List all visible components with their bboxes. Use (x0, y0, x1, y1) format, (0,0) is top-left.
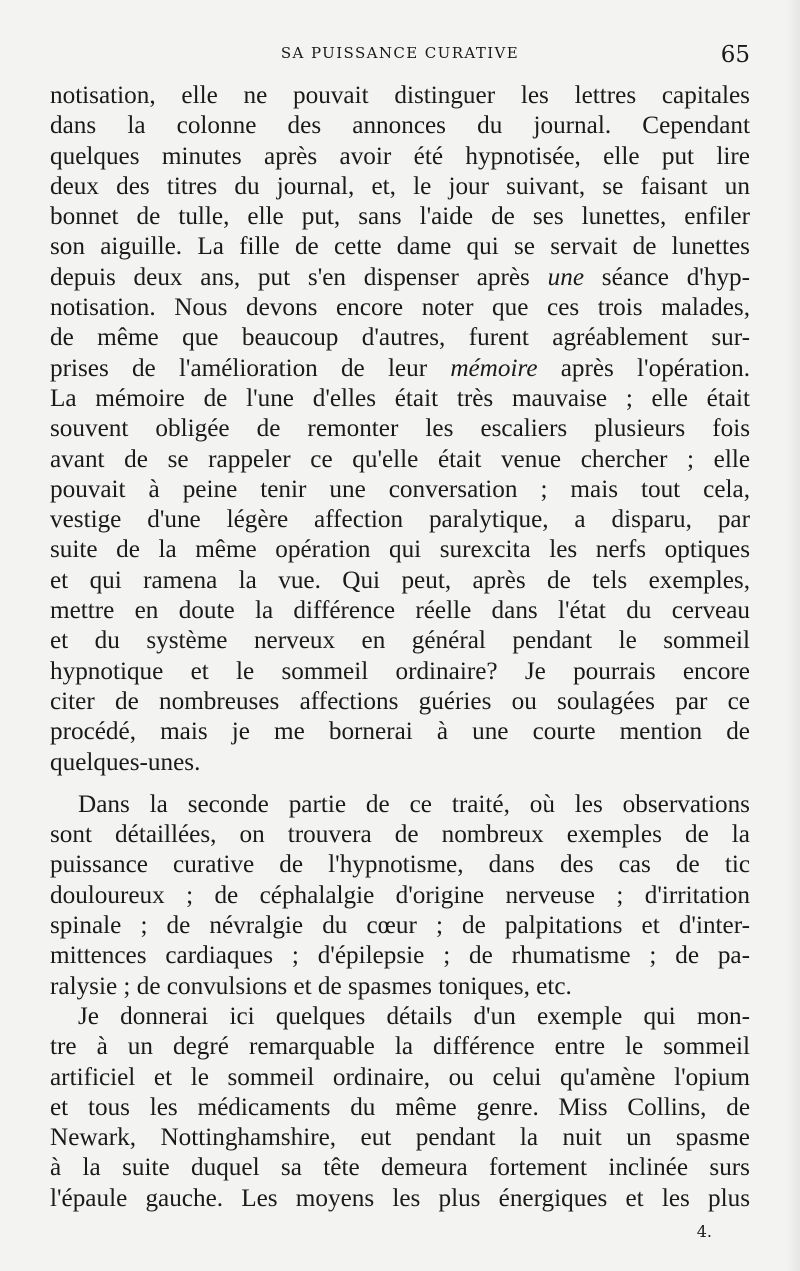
text-line: de même que beaucoup d'autres, furent agréablement sur- (50, 324, 750, 352)
body-text (50, 81, 750, 1214)
page-edge-shadow (786, 0, 800, 1271)
text-line: Dans la seconde partie de ce traité, où les observations (78, 790, 750, 818)
text-line: mettre en doute la différence réelle dans l'état du cerveau (50, 597, 750, 625)
text-line: spinale ; de névralgie du cœur ; de palpitations et d'inter- (50, 912, 750, 940)
text-line: puissance curative de l'hypnotisme, dans des cas de tic (50, 851, 750, 879)
text-line: hypnotique et le sommeil ordinaire? Je pourrais encore (50, 657, 750, 685)
text-line: dans la colonne des annonces du journal. Cependant (50, 112, 750, 140)
text-line: son aiguille. La fille de cette dame qui se servait de lunettes (50, 233, 750, 261)
text-line: procédé, mais je me bornerai à une courte mention de (50, 718, 750, 746)
text-line: Je donnerai ici quelques détails d'un exemple qui mon- (78, 1002, 750, 1030)
text-line: suite de la même opération qui surexcita les nerfs optiques (50, 536, 750, 564)
text-line: mittences cardiaques ; d'épilepsie ; de rhumatisme ; de pa- (50, 942, 750, 970)
text-line: pouvait à peine tenir une conversation ; mais tout cela, (50, 475, 750, 503)
running-title: SA PUISSANCE CURATIVE (280, 44, 520, 62)
paragraph-gap (50, 778, 750, 790)
text-line: l'épaule gauche. Les moyens les plus énergiques et les plus (50, 1184, 750, 1212)
text-line: et tous les médicaments du même genre. Miss Collins, de (50, 1093, 750, 1121)
text-line: quelques-unes. (50, 748, 201, 776)
text-segment: après l'opération. (537, 354, 751, 382)
text-line: avant de se rappeler ce qu'elle était venue chercher ; elle (50, 445, 750, 473)
italic-word: une (547, 263, 585, 291)
text-line: quelques minutes après avoir été hypnotisée, elle put lire (50, 142, 750, 170)
italic-word: mémoire (450, 354, 538, 382)
text-segment: prises de l'amélioration de leur (50, 354, 451, 382)
text-line: douloureux ; de céphalalgie d'origine nerveuse ; d'irritation (50, 881, 750, 909)
text-line: ralysie ; de convulsions et de spasmes toniques, etc. (50, 972, 572, 1000)
page-number: 65 (720, 42, 750, 68)
text-line: La mémoire de l'une d'elles était très mauvaise ; elle était (50, 384, 750, 412)
signature-mark: 4. (696, 1222, 712, 1241)
text-line: sont détaillées, on trouvera de nombreux exemples de la (50, 821, 750, 849)
text-line: artificiel et le sommeil ordinaire, ou celui qu'amène l'opium (50, 1063, 750, 1091)
text-line: et qui ramena la vue. Qui peut, après de tels exemples, (50, 566, 750, 594)
page-header (50, 42, 750, 72)
text-line: et du système nerveux en général pendant le sommeil (50, 627, 750, 655)
text-line: à la suite duquel sa tête demeura fortement inclinée surs (50, 1154, 750, 1182)
text-line (50, 263, 750, 293)
text-line: notisation. Nous devons encore noter que ces trois malades, (50, 294, 750, 322)
text-line: vestige d'une légère affection paralytique, a disparu, par (50, 506, 750, 534)
text-line: tre à un degré remarquable la différence entre le sommeil (50, 1033, 750, 1061)
text-line: souvent obligée de remonter les escaliers plusieurs fois (50, 415, 750, 443)
text-line (50, 354, 750, 384)
text-line: Newark, Nottinghamshire, eut pendant la nuit un spasme (50, 1124, 750, 1152)
text-line: bonnet de tulle, elle put, sans l'aide de ses lunettes, enfiler (50, 203, 750, 231)
text-line: citer de nombreuses affections guéries ou soulagées par ce (50, 687, 750, 715)
text-line: notisation, elle ne pouvait distinguer les lettres capitales (50, 82, 750, 109)
text-segment: depuis deux ans, put s'en dispenser après (50, 263, 548, 291)
text-segment: séance d'hyp- (584, 263, 750, 291)
text-line: deux des titres du journal, et, le jour suivant, se faisant un (50, 172, 750, 200)
